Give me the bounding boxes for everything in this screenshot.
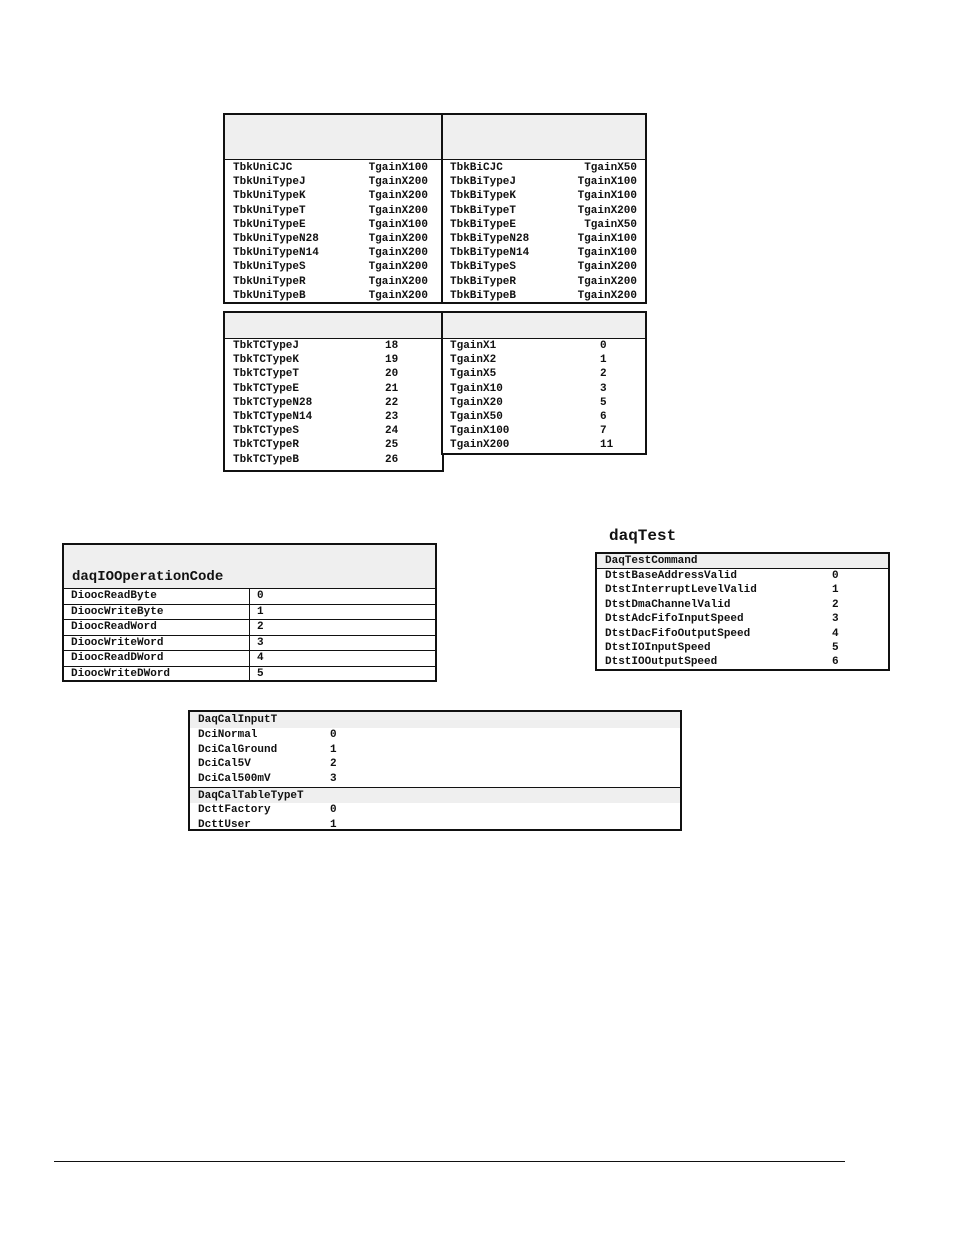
table-header	[64, 545, 435, 588]
row-name: DciCal5V	[198, 758, 251, 770]
row-value: 7	[600, 425, 607, 438]
table-row	[225, 189, 442, 203]
row-value: 21	[385, 382, 399, 395]
row-value: 3	[250, 635, 436, 651]
row-value: 22	[385, 396, 399, 409]
footer-rule	[54, 1161, 845, 1162]
row-name: TbkTCTypeE	[233, 382, 300, 395]
row-value: 4	[832, 627, 839, 640]
table-row	[64, 604, 435, 620]
table-title: daqIOOperationCode	[72, 569, 224, 585]
table-row	[225, 246, 442, 260]
table-row	[225, 289, 442, 303]
row-value: TgainX200	[368, 176, 428, 189]
row-value: 23	[385, 410, 399, 423]
row-value: 2	[330, 758, 337, 770]
table-row	[597, 655, 888, 669]
row-value: 5	[250, 666, 436, 681]
row-name: DioocWriteDWord	[64, 666, 250, 681]
row-name: TgainX200	[450, 439, 510, 452]
row-name: TbkUniTypeE	[233, 218, 306, 231]
row-name: DioocReadDWord	[64, 651, 250, 667]
row-value: TgainX100	[577, 190, 637, 203]
table-row	[190, 772, 680, 787]
row-name: TbkBiTypeN28	[450, 232, 530, 245]
table-row	[443, 353, 645, 367]
row-value: TgainX100	[577, 247, 637, 260]
row-value: 0	[330, 729, 337, 741]
row-value: 25	[385, 439, 399, 452]
table-row	[443, 396, 645, 410]
row-name: TgainX20	[450, 396, 503, 409]
row-name: TbkUniTypeJ	[233, 176, 306, 189]
daq-test-command-table	[595, 552, 890, 671]
row-name: TbkUniTypeT	[233, 204, 306, 217]
row-value: 11	[600, 439, 614, 452]
table-row	[190, 728, 680, 743]
table-body	[225, 160, 442, 303]
table-header: DaqTestCommand	[597, 554, 888, 569]
cal-input-header: DaqCalInputT	[190, 712, 680, 728]
row-name: TbkUniTypeK	[233, 190, 306, 203]
table-row	[225, 161, 442, 175]
row-name: DtstDmaChannelValid	[605, 598, 731, 611]
table-row	[225, 175, 442, 189]
table-row	[64, 589, 435, 605]
table-row	[443, 204, 645, 218]
table-body	[443, 339, 645, 453]
table-row	[225, 396, 442, 410]
table-row	[225, 260, 442, 274]
row-name: TbkBiTypeK	[450, 190, 517, 203]
table-body	[443, 160, 645, 303]
row-value: 1	[832, 584, 839, 597]
row-value: 0	[832, 570, 839, 582]
row-value: TgainX100	[368, 162, 428, 174]
row-name: DtstIOOutputSpeed	[605, 656, 718, 669]
row-name: DioocReadByte	[64, 589, 250, 605]
table-row	[225, 438, 442, 452]
table-row	[443, 189, 645, 203]
row-name: TbkUniTypeB	[233, 289, 306, 302]
table-row	[64, 635, 435, 651]
row-name: DioocWriteWord	[64, 635, 250, 651]
table-row	[225, 382, 442, 396]
io-operation-code-table	[62, 543, 437, 682]
row-name: TbkBiTypeT	[450, 204, 517, 217]
table-row	[443, 246, 645, 260]
table-row	[443, 275, 645, 289]
table-row	[225, 275, 442, 289]
row-name: DioocWriteByte	[64, 604, 250, 620]
row-name: TgainX5	[450, 368, 497, 381]
row-value: 1	[600, 354, 607, 367]
row-value: 3	[600, 382, 607, 395]
row-value: 5	[600, 396, 607, 409]
table-header	[443, 115, 645, 160]
table-row	[64, 651, 435, 667]
row-value: TgainX200	[577, 261, 637, 274]
row-name: TgainX10	[450, 382, 503, 395]
row-value: 3	[832, 613, 839, 626]
tbk-uni-gain-table	[223, 113, 444, 304]
row-name: TbkBiTypeR	[450, 275, 517, 288]
row-value: TgainX50	[584, 162, 637, 174]
table-row	[443, 289, 645, 303]
row-name: TbkBiCJC	[450, 162, 503, 174]
tbk-tc-type-table	[223, 311, 444, 472]
row-name: TbkTCTypeJ	[233, 340, 300, 352]
table-row	[597, 598, 888, 612]
table-header	[443, 313, 645, 339]
table-row	[443, 410, 645, 424]
table-row	[443, 367, 645, 381]
row-name: TbkTCTypeK	[233, 354, 300, 367]
table-row	[64, 666, 435, 681]
row-value: TgainX100	[577, 232, 637, 245]
tgain-value-table	[441, 311, 647, 455]
table-row	[190, 803, 680, 818]
table-row	[597, 569, 888, 583]
row-value: 6	[832, 656, 839, 669]
row-value: 1	[250, 604, 436, 620]
row-value: 19	[385, 354, 399, 367]
row-value: TgainX200	[577, 275, 637, 288]
table-row	[225, 410, 442, 424]
table-row	[190, 757, 680, 772]
table-body	[225, 339, 442, 467]
row-value: 4	[250, 651, 436, 667]
row-value: 5	[832, 641, 839, 654]
table-row	[225, 367, 442, 381]
table-row	[597, 612, 888, 626]
row-value: TgainX200	[368, 289, 428, 302]
table-row	[225, 424, 442, 438]
row-value: TgainX100	[577, 176, 637, 189]
row-name: TbkBiTypeB	[450, 289, 517, 302]
table-row	[443, 424, 645, 438]
row-name: DtstAdcFifoInputSpeed	[605, 613, 744, 626]
table-row	[225, 453, 442, 467]
row-value: TgainX50	[584, 218, 637, 231]
row-value: TgainX200	[368, 204, 428, 217]
cal-table-body	[190, 803, 680, 832]
row-value: 3	[330, 772, 337, 785]
row-value: 24	[385, 425, 399, 438]
row-value: TgainX100	[368, 218, 428, 231]
row-value: 1	[330, 818, 337, 831]
row-value: 2	[600, 368, 607, 381]
row-value: 6	[600, 410, 607, 423]
row-name: TbkTCTypeN28	[233, 396, 313, 409]
table-row	[225, 353, 442, 367]
cal-input-body	[190, 728, 680, 786]
row-name: TbkBiTypeJ	[450, 176, 517, 189]
table-row	[443, 382, 645, 396]
row-name: DtstDacFifoOutputSpeed	[605, 627, 751, 640]
row-name: DcttFactory	[198, 804, 271, 816]
row-name: TbkTCTypeT	[233, 368, 300, 381]
table-row	[443, 218, 645, 232]
row-name: TgainX50	[450, 410, 503, 423]
row-name: TbkTCTypeB	[233, 453, 300, 466]
table-row	[225, 204, 442, 218]
row-name: TbkBiTypeE	[450, 218, 517, 231]
table-row	[225, 218, 442, 232]
table-row	[443, 232, 645, 246]
table-row	[443, 175, 645, 189]
row-name: TbkTCTypeR	[233, 439, 300, 452]
table-row	[190, 818, 680, 833]
row-name: TgainX1	[450, 340, 497, 352]
row-name: TbkTCTypeN14	[233, 410, 313, 423]
row-value: TgainX200	[368, 190, 428, 203]
row-name: TbkUniTypeS	[233, 261, 306, 274]
table-body	[64, 588, 435, 681]
row-value: TgainX200	[368, 261, 428, 274]
table-row	[443, 260, 645, 274]
table-row	[225, 339, 442, 353]
row-value: 18	[385, 340, 399, 352]
table-row	[190, 743, 680, 758]
row-value: 20	[385, 368, 399, 381]
row-value: TgainX200	[577, 289, 637, 302]
table-row	[64, 620, 435, 636]
row-name: DciCalGround	[198, 743, 278, 756]
row-name: DcttUser	[198, 818, 251, 831]
row-value: 0	[600, 340, 607, 352]
row-name: TbkBiTypeS	[450, 261, 517, 274]
row-value: 0	[330, 804, 337, 816]
row-name: TbkUniTypeN14	[233, 247, 319, 260]
tbk-bi-gain-table	[441, 113, 647, 304]
row-value: 0	[250, 589, 436, 605]
row-name: TgainX100	[450, 425, 510, 438]
table-row	[225, 232, 442, 246]
table-row	[443, 339, 645, 353]
daq-cal-table	[188, 710, 682, 831]
row-value: TgainX200	[368, 247, 428, 260]
row-name: DciCal500mV	[198, 772, 271, 785]
row-name: TbkBiTypeN14	[450, 247, 530, 260]
row-name: TbkUniTypeN28	[233, 232, 319, 245]
row-value: TgainX200	[368, 232, 428, 245]
row-name: TbkUniTypeR	[233, 275, 306, 288]
row-value: TgainX200	[368, 275, 428, 288]
row-value: 1	[330, 743, 337, 756]
table-body	[597, 569, 888, 670]
table-header	[225, 115, 442, 160]
row-value: TgainX200	[577, 204, 637, 217]
row-value: 2	[250, 620, 436, 636]
row-name: DtstIOInputSpeed	[605, 641, 711, 654]
table-row	[597, 583, 888, 597]
row-value: 26	[385, 453, 399, 466]
table-header	[225, 313, 442, 339]
row-value: 2	[832, 598, 839, 611]
row-name: DtstBaseAddressValid	[605, 570, 738, 582]
section-title: daqTest	[609, 527, 677, 545]
table-row	[597, 641, 888, 655]
row-name: DciNormal	[198, 729, 258, 741]
row-name: TbkTCTypeS	[233, 425, 300, 438]
table-row	[443, 161, 645, 175]
table-row	[597, 627, 888, 641]
row-name: TbkUniCJC	[233, 162, 293, 174]
row-name: DioocReadWord	[64, 620, 250, 636]
cal-table-header: DaqCalTableTypeT	[190, 787, 680, 803]
row-name: TgainX2	[450, 354, 497, 367]
table-row	[443, 438, 645, 452]
row-name: DtstInterruptLevelValid	[605, 584, 757, 597]
